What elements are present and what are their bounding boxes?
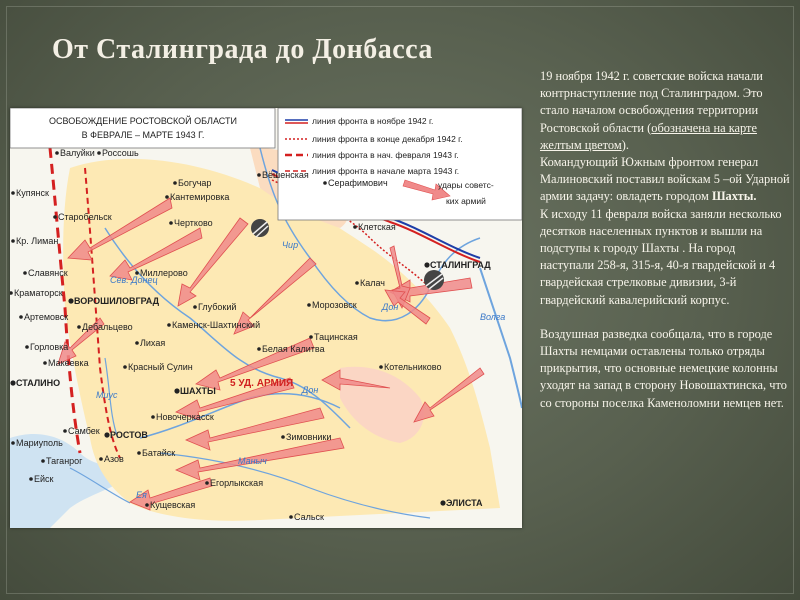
city-marker [77, 325, 81, 329]
shakhty-bold: Шахты. [711, 189, 757, 204]
city-label: Артемовск [24, 312, 69, 322]
city-marker [323, 181, 327, 185]
city-marker [43, 361, 47, 365]
city-label: Тацинская [314, 332, 358, 342]
city-marker [41, 459, 45, 463]
legend-item-6: ких армий [446, 196, 486, 206]
city-marker [137, 451, 141, 455]
city-marker [104, 432, 109, 437]
paragraph-2: Командующий Южным фронтом генерал Малиновский поставил войскам 5 –ой Ударной армии задачу: овладеть городом Шахты. [540, 155, 790, 204]
city-marker [123, 365, 127, 369]
slide-title: От Сталинграда до Донбасса [52, 34, 433, 65]
city-label: Краматорск [14, 288, 63, 298]
legend-item-1: линия фронта в ноябре 1942 г. [312, 116, 434, 126]
city-marker [174, 388, 179, 393]
city-label: Россошь [102, 148, 139, 158]
city-label: Белая Калитва [262, 344, 325, 354]
city-marker [11, 191, 15, 195]
map-heading-line2: В ФЕВРАЛЕ – МАРТЕ 1943 Г. [81, 130, 205, 140]
city-marker [135, 271, 139, 275]
city-marker [10, 380, 15, 385]
paragraph-4: Воздушная разведка сообщала, что в городе Шахты немцами оставлены только отряды прикрытия, что основные немецкие колонны уходят на запад в сторону Новошахтинска, что со стороны поселка Каменоломни немцев нет. [540, 326, 787, 410]
city-label: Кр. Лиман [16, 236, 59, 246]
city-label: Ейск [34, 474, 54, 484]
city-label: Батайск [142, 448, 176, 458]
map-heading-line1: ОСВОБОЖДЕНИЕ РОСТОВСКОЙ ОБЛАСТИ [49, 116, 237, 126]
paragraph-3: К исходу 11 февраля войска заняли несколько десятков населенных пунктов и вышли на подступы к городу Шахты . На город наступали 258-я, 315-я, 40-я гвардейской и 4 гвардейская стрелковые дивизии, 3-й гвардейский кавалерийский корпус. [540, 206, 782, 307]
map-image [10, 108, 522, 528]
river-label: Миус [96, 390, 118, 400]
river-label: Волга [480, 312, 506, 322]
city-marker [19, 315, 23, 319]
city-marker [193, 305, 197, 309]
river-label: Дон [302, 385, 319, 395]
river-label: Ея [136, 490, 147, 500]
city-marker [440, 500, 445, 505]
city-label: Богучар [178, 178, 212, 188]
city-marker [11, 239, 15, 243]
city-label: Красный Сулин [128, 362, 193, 372]
city-marker [355, 281, 359, 285]
river-label: Сев. Донец [110, 275, 158, 285]
city-label: Серафимович [328, 178, 388, 188]
city-marker [257, 347, 261, 351]
army-label: 5 УД. АРМИЯ [230, 378, 294, 389]
city-label: Горловка [30, 342, 69, 352]
city-label: Новочеркасск [156, 412, 214, 422]
river-label: Маныч [238, 456, 267, 466]
city-marker [25, 345, 29, 349]
city-marker [424, 262, 429, 267]
city-marker [257, 173, 261, 177]
legend-item-2: линия фронта в конце декабря 1942 г. [312, 134, 463, 144]
city-label: ШАХТЫ [180, 386, 216, 396]
city-marker [173, 181, 177, 185]
city-label: РОСТОВ [110, 430, 148, 440]
river-label: Чир [282, 240, 299, 250]
paragraph-1: 19 ноября 1942 г. советские войска начали контрнаступление под Сталинградом. Это стало началом освобождения территории Ростовской области (обозначена на карте желтым цветом). [540, 69, 763, 152]
city-label: Славянск [28, 268, 68, 278]
city-marker [99, 457, 103, 461]
city-label: Макеевка [48, 358, 89, 368]
city-label: СТАЛИНО [16, 378, 61, 388]
city-marker [145, 503, 149, 507]
city-label: Лихая [140, 338, 166, 348]
city-marker [379, 365, 383, 369]
legend-item-3: линия фронта в нач. февраля 1943 г. [312, 150, 459, 160]
city-marker [63, 429, 67, 433]
city-label: Котельниково [384, 362, 442, 372]
city-label: Зимовники [286, 432, 332, 442]
legend-item-4: линия фронта в начале марта 1943 г. [312, 166, 460, 176]
city-label: Таганрог [46, 456, 83, 466]
city-label: Старобельск [58, 212, 112, 222]
city-marker [53, 215, 57, 219]
city-label: Глубокий [198, 302, 237, 312]
legend-item-5: удары советс- [438, 180, 494, 190]
city-label: Егорлыкская [210, 478, 264, 488]
city-marker [205, 481, 209, 485]
city-marker [55, 151, 59, 155]
city-label: Клетская [358, 222, 396, 232]
city-label: ЭЛИСТА [446, 498, 483, 508]
city-label: Сальск [294, 512, 324, 522]
city-label: Кущевская [150, 500, 196, 510]
city-label: Калач [360, 278, 385, 288]
city-label: Чертково [174, 218, 213, 228]
city-marker [309, 335, 313, 339]
city-marker [289, 515, 293, 519]
city-label: Каменск-Шахтинский [172, 320, 261, 330]
city-marker [307, 303, 311, 307]
city-marker [135, 341, 139, 345]
river-label: Дон [382, 302, 399, 312]
city-marker [23, 271, 27, 275]
city-marker [68, 298, 73, 303]
city-marker [169, 221, 173, 225]
city-marker [281, 435, 285, 439]
city-marker [167, 323, 171, 327]
yellow-area-note: обозначена на карте желтым цветом [540, 120, 757, 152]
city-label: Азов [104, 454, 124, 464]
city-label: Купянск [16, 188, 49, 198]
city-label: Миллерово [140, 268, 188, 278]
city-marker [11, 441, 15, 445]
city-marker [151, 415, 155, 419]
city-label: Самбек [68, 426, 100, 436]
description-text [540, 68, 790, 412]
city-label: Дебальцево [82, 322, 133, 332]
city-label: Морозовск [312, 300, 357, 310]
city-marker [353, 225, 357, 229]
city-marker [165, 195, 169, 199]
city-label: ВОРОШИЛОВГРАД [74, 296, 160, 306]
city-label: СТАЛИНГРАД [430, 260, 491, 270]
city-label: Вёшенская [262, 170, 309, 180]
city-marker [97, 151, 101, 155]
city-label: Мариуполь [16, 438, 63, 448]
city-label: Кантемировка [170, 192, 230, 202]
city-label: Валуйки [60, 148, 95, 158]
city-marker [29, 477, 33, 481]
